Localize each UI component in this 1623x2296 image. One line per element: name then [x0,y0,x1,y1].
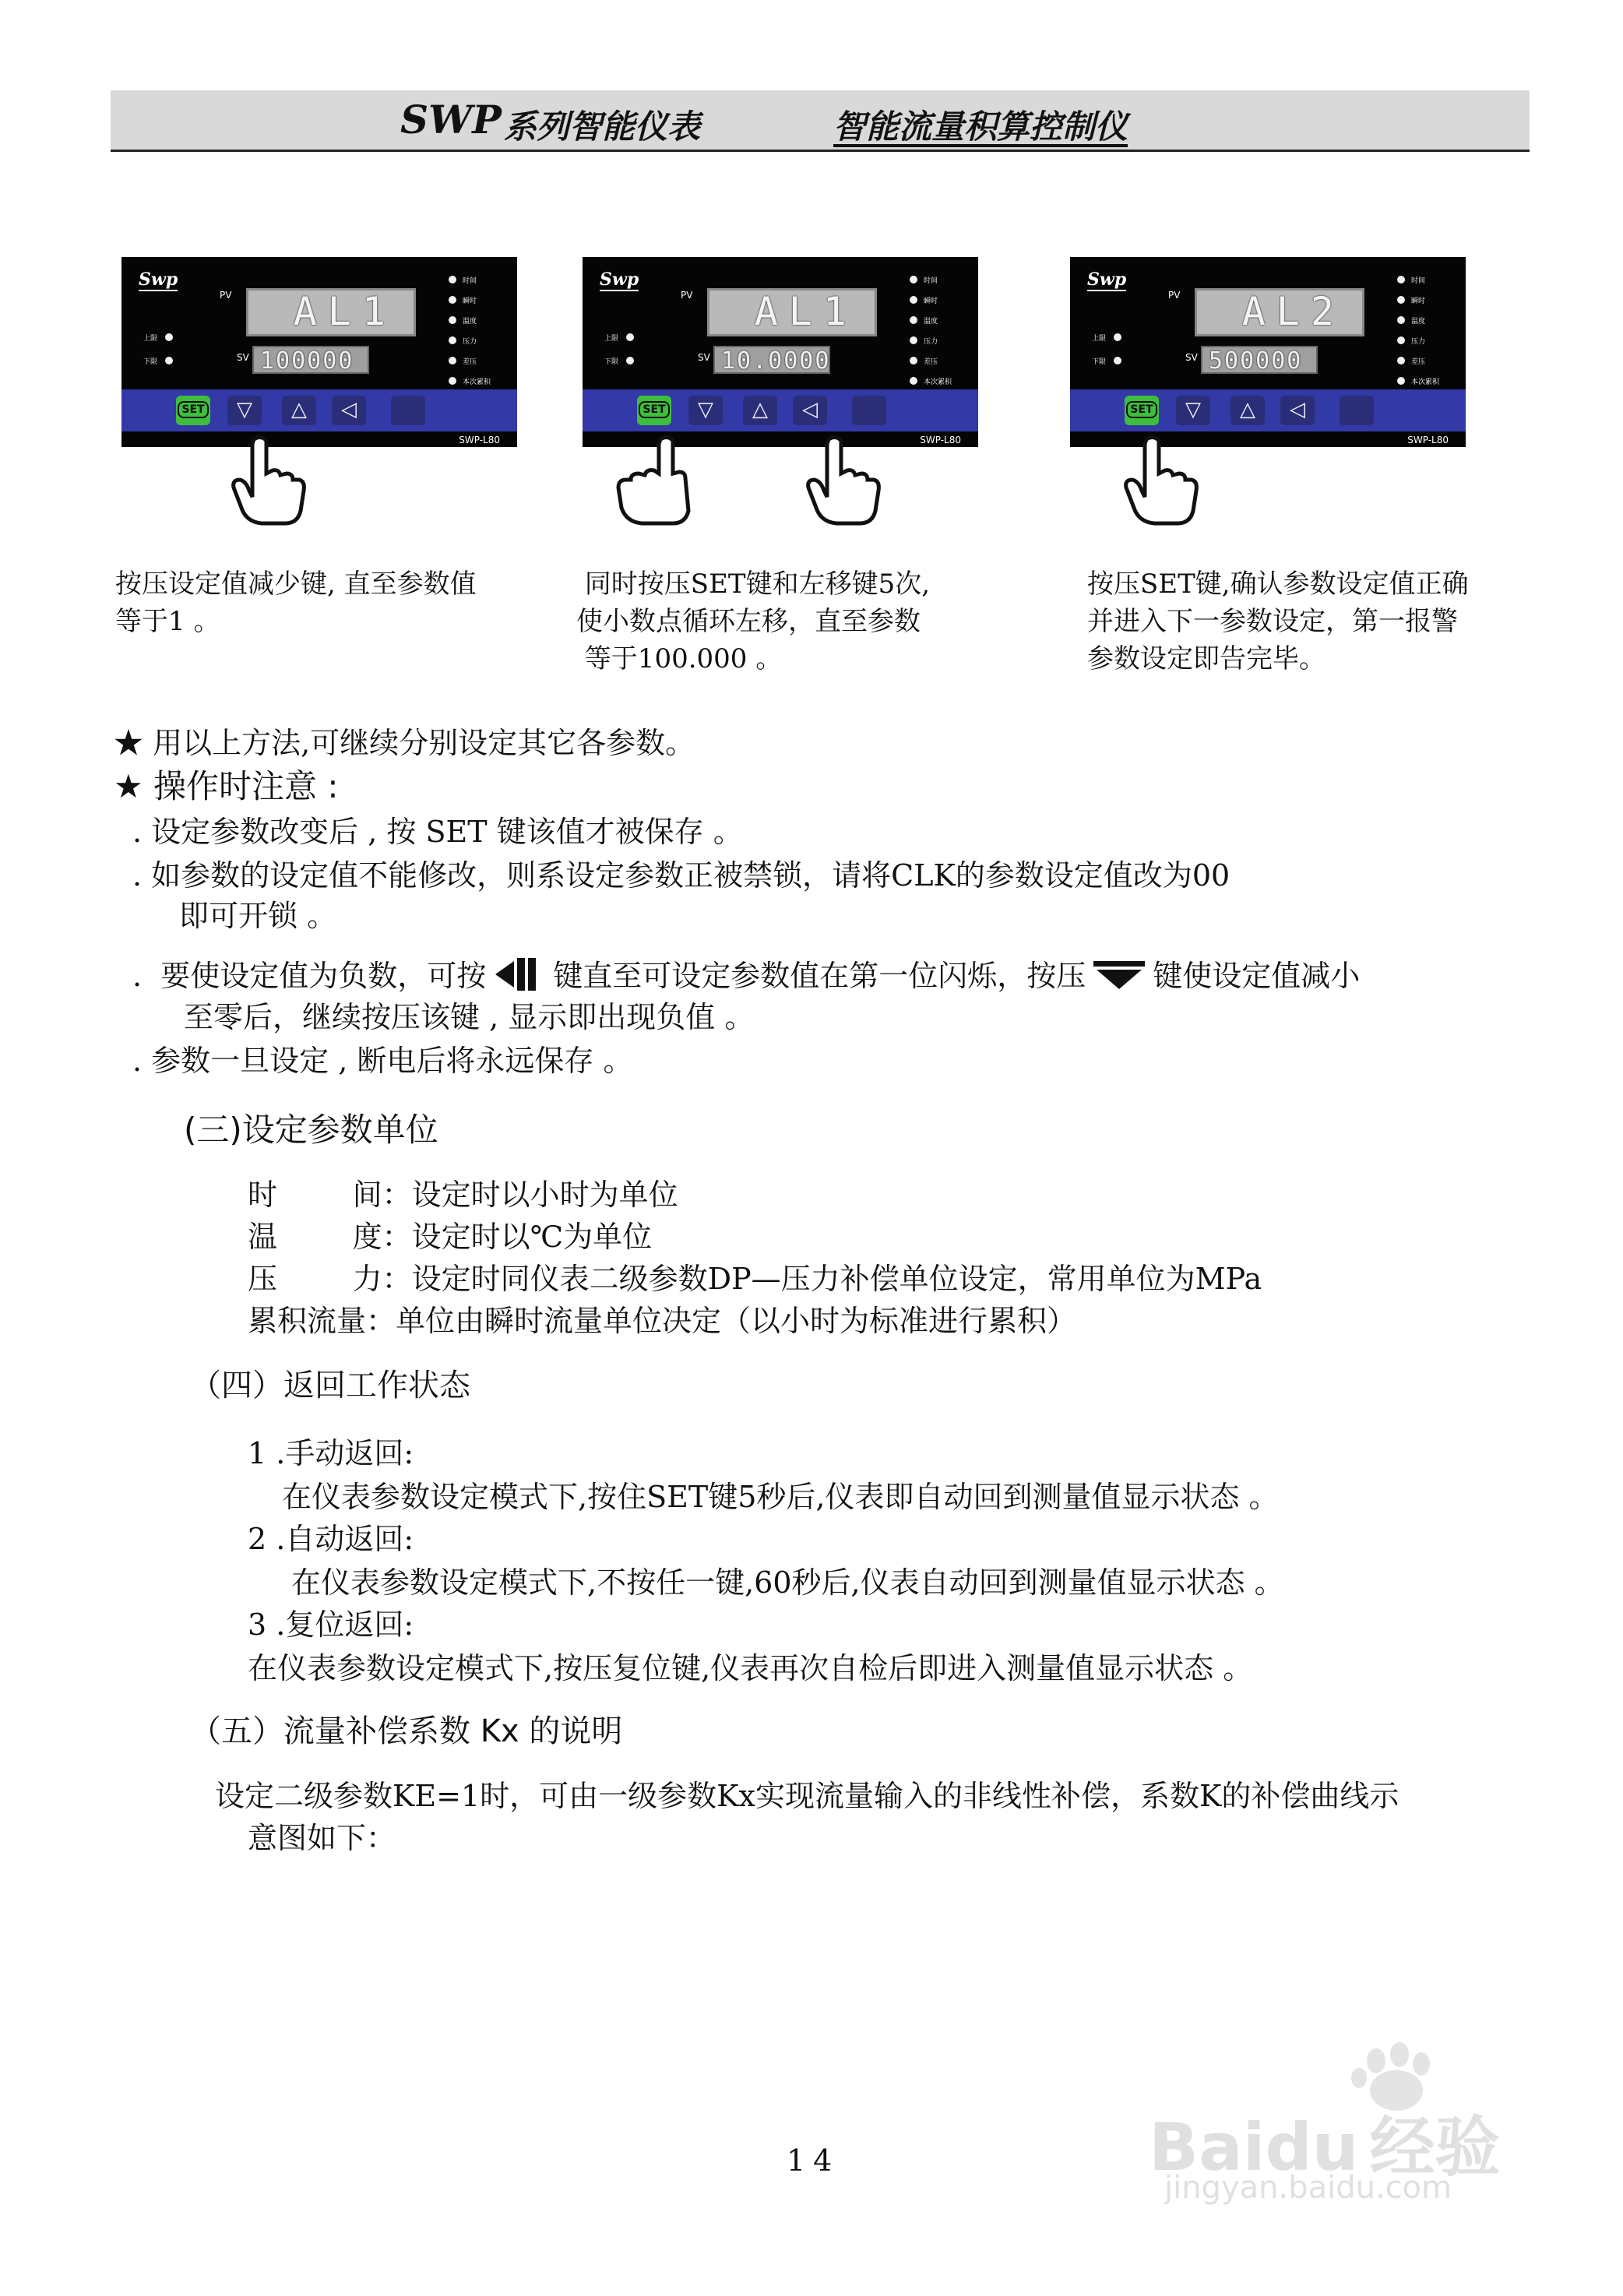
indicator-led [449,276,456,283]
indicator-led [449,316,456,324]
up-key[interactable]: △ [282,396,316,425]
section-5-paragraph: 设定二级参数KE=1时，可由一级参数Kx实现流量输入的非线性补偿，系数K的补偿曲线示 [215,1779,1399,1813]
return-item-head: 1 .手动返回: [248,1436,414,1470]
function-key[interactable] [1340,396,1374,425]
return-item-head: 3 .复位返回: [248,1608,414,1642]
indicator-label: 压力 [463,338,477,346]
note-3b: 至零后，继续按压该键 , 显示即出现负值 。 [184,1000,755,1034]
function-key[interactable] [852,396,886,425]
indicator-label: 压力 [924,338,938,346]
pv-value: AL1 [754,289,857,334]
left-shift-key-icon [491,955,548,994]
pointing-hand-icon [611,433,704,526]
watermark-cn: 经验 [1369,2109,1501,2185]
page-header [111,90,1530,152]
pv-display [246,288,416,336]
down-key[interactable]: ▽ [688,396,723,425]
return-item-body: 在仪表参数设定模式下,不按任一键,60秒后,仪表自动回到测量值显示状态 。 [291,1565,1284,1600]
led-lower [626,357,634,364]
indicator-label: 压力 [1411,338,1426,346]
sv-display [252,346,369,374]
led-lower-label: 下限 [143,358,158,366]
indicator-label: 时间 [924,277,938,285]
indicator-led [910,316,917,324]
indicator-label: 温度 [924,318,938,326]
pointing-hand-icon [1115,433,1209,526]
caption-2: 同时按压SET键和左移键5次, 使小数点循环左移，直至参数 等于100.000 。 [576,569,931,674]
pointing-hand-icon [223,433,316,526]
indicator-label: 瞬时 [463,298,477,305]
key-bar [121,389,517,431]
indicator-led [449,336,456,344]
pv-label: PV [220,290,232,301]
indicator-led [1397,276,1405,283]
indicator-led [910,276,917,283]
led-upper-label: 上限 [604,335,619,343]
unit-row: 累积流量：单位由瞬时流量单位决定（以小时为标准进行累积） [248,1304,1077,1338]
indicator-label: 时间 [463,277,477,285]
header-series: 系列智能仪表 [504,107,701,146]
note-3a: . 要使设定值为负数，可按 键直至可设定参数值在第一位闪烁，按压 键使设定值减小 [132,955,1360,996]
set-key[interactable]: SET [176,396,210,425]
return-item-body: 在仪表参数设定模式下,按压复位键,仪表再次自检后即进入测量值显示状态 。 [248,1651,1253,1685]
note-star-1: ★ 用以上方法,可继续分别设定其它各参数。 [114,726,695,760]
pv-value: AL2 [1241,289,1345,334]
indicator-label: 时间 [1411,277,1426,285]
sv-label: SV [1185,352,1198,363]
indicator-led [910,357,917,364]
set-key[interactable]: SET [1125,396,1159,425]
indicator-label: 本次累积 [1411,379,1440,386]
indicator-label: 差压 [463,358,477,366]
indicator-label: 本次累积 [463,379,491,386]
led-upper [165,333,173,341]
sv-label: SV [237,352,249,363]
led-lower [165,357,173,364]
indicator-led [1397,296,1405,304]
model-label: SWP-L80 [920,435,961,445]
indicator-label: 差压 [1411,358,1426,366]
note-2a: . 如参数的设定值不能修改，则系设定参数正被禁锁，请将CLK的参数设定值改为00 [132,858,1230,893]
instrument-panel-2 [583,257,978,447]
left-shift-key[interactable]: ◁ [332,396,366,425]
key-bar [1070,389,1466,431]
instrument-panel-1 [121,257,517,447]
indicator-label: 差压 [924,358,938,366]
section-4-title: （四）返回工作状态 [190,1368,470,1403]
led-upper-label: 上限 [1092,335,1107,343]
return-item-body: 在仪表参数设定模式下,按住SET键5秒后,仪表即自动回到测量值显示状态 。 [282,1480,1279,1514]
header-brand: SWP [400,97,502,143]
led-upper [626,333,634,341]
pv-label: PV [1168,290,1181,301]
pointing-hand-icon [797,433,891,526]
key-bar [583,389,978,431]
page-number: 14 [787,2143,840,2178]
sv-display [713,346,830,374]
pv-value: AL1 [293,289,396,334]
indicator-led [1397,357,1405,364]
up-key[interactable]: △ [743,396,777,425]
indicator-label: 温度 [463,318,477,326]
led-lower-label: 下限 [1092,358,1107,366]
indicator-led [1397,377,1405,385]
watermark-url: jingyan.baidu.com [1164,2170,1452,2206]
panel-logo: Swp [1087,269,1127,290]
led-upper-label: 上限 [143,335,158,343]
led-upper [1114,333,1121,341]
indicator-led [1397,336,1405,344]
return-item-head: 2 .自动返回: [248,1522,414,1556]
model-label: SWP-L80 [1407,435,1449,445]
note-2b: 即可开锁 。 [179,899,337,933]
panel-logo: Swp [600,269,639,290]
indicator-label: 本次累积 [924,379,952,386]
section-3-title: (三)设定参数单位 [184,1111,438,1149]
panel-logo: Swp [139,269,178,290]
note-star-2: ★ 操作时注意 : [114,767,339,805]
left-shift-key[interactable]: ◁ [793,396,827,425]
set-key[interactable]: SET [637,396,671,425]
caption-1: 按压设定值减少键, 直至参数值 等于1 。 [115,569,477,637]
down-key[interactable]: ▽ [1176,396,1210,425]
sv-value: 100000 [260,347,354,375]
indicator-label: 温度 [1411,318,1426,326]
indicator-led [910,296,917,304]
unit-row: 时 间：设定时以小时为单位 [248,1178,678,1212]
instrument-panel-3 [1070,257,1466,447]
sv-display [1201,346,1318,374]
indicator-led [449,296,456,304]
sv-label: SV [698,352,710,363]
section-5-paragraph-cont: 意图如下： [248,1821,396,1855]
function-key[interactable] [391,396,425,425]
indicator-label: 瞬时 [1411,298,1426,305]
pv-display [1195,288,1364,336]
caption-3: 按压SET键,确认参数设定值正确 并进入下一参数设定，第一报警 参数设定即告完毕。 [1087,569,1469,674]
led-lower-label: 下限 [604,358,619,366]
note-1: . 设定参数改变后 , 按 SET 键该值才被保存 。 [132,815,743,849]
up-key[interactable]: △ [1230,396,1265,425]
header-title: 智能流量积算控制仪 [833,107,1128,146]
sv-value: 500000 [1209,347,1303,375]
section-5-title: （五）流量补偿系数 Kx 的说明 [190,1713,623,1749]
indicator-led [1397,316,1405,324]
watermark-brand: Baidu [1149,2109,1359,2185]
unit-row: 温 度：设定时以℃为单位 [248,1220,653,1254]
indicator-label: 瞬时 [924,298,938,305]
pv-label: PV [681,290,693,301]
baidu-jingyan-watermark [1149,2041,1546,2204]
indicator-led [910,336,917,344]
unit-row: 压 力：设定时同仪表二级参数DP—压力补偿单位设定，常用单位为MPa [248,1262,1262,1296]
note-4: . 参数一旦设定 , 断电后将永远保存 。 [132,1044,633,1078]
indicator-led [910,377,917,385]
sv-value: 10.0000 [721,347,831,375]
down-key-icon [1090,955,1148,994]
left-shift-key[interactable]: ◁ [1280,396,1315,425]
pv-display [707,288,877,336]
down-key[interactable]: ▽ [227,396,262,425]
indicator-led [449,357,456,364]
indicator-led [449,377,456,385]
model-label: SWP-L80 [459,435,500,445]
led-lower [1114,357,1121,364]
